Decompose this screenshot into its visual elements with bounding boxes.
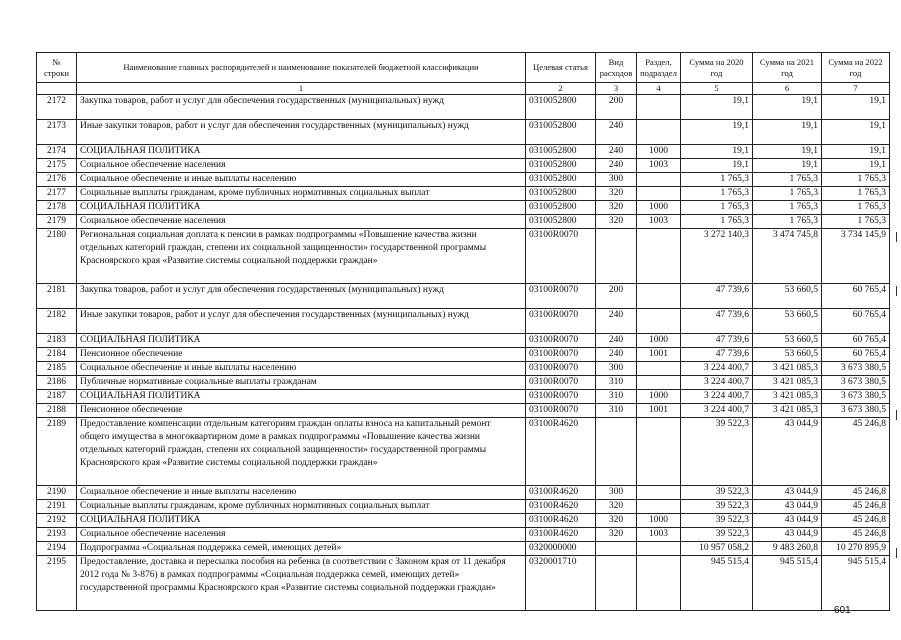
row-target-article: 03100R4620 [526,514,596,528]
table-row [37,348,890,362]
row-sum-2021: 1 765,3 [753,201,822,215]
row-sum-2022: 45 246,8 [822,528,890,542]
row-number: 2192 [37,514,77,528]
row-sum-2022: 1 765,3 [822,173,890,187]
row-sum-2020: 3 224 400,7 [681,362,753,376]
row-name: Социальное обеспечение и иные выплаты населению [77,173,526,187]
row-expense-type: 240 [596,159,637,173]
row-expense-type: 320 [596,514,637,528]
row-number: 2186 [37,376,77,390]
row-number: 2184 [37,348,77,362]
row-number: 2193 [37,528,77,542]
row-sum-2021: 53 660,5 [753,284,822,309]
row-number: 2187 [37,390,77,404]
row-sum-2020: 39 522,3 [681,528,753,542]
column-number: 2 [526,83,596,95]
row-target-article: 03100R0070 [526,309,596,334]
row-expense-type: 320 [596,215,637,229]
row-sum-2020: 39 522,3 [681,514,753,528]
row-target-article: 0320001710 [526,556,596,611]
table-row [37,95,890,120]
row-section: 1003 [637,528,681,542]
column-number: 7 [822,83,890,95]
row-name: СОЦИАЛЬНАЯ ПОЛИТИКА [77,334,526,348]
table-row [37,556,890,611]
row-sum-2022: 45 246,8 [822,514,890,528]
row-target-article: 0310052800 [526,159,596,173]
row-section: 1001 [637,348,681,362]
row-section [637,187,681,201]
row-number: 2177 [37,187,77,201]
row-target-article: 0310052800 [526,187,596,201]
column-number: 3 [596,83,637,95]
table-row [37,159,890,173]
row-sum-2021: 19,1 [753,159,822,173]
row-sum-2021: 43 044,9 [753,500,822,514]
row-expense-type: 320 [596,201,637,215]
row-number: 2181 [37,284,77,309]
table-row [37,334,890,348]
margin-mark [896,232,897,242]
row-target-article: 03100R0070 [526,229,596,284]
row-sum-2020: 3 272 140,3 [681,229,753,284]
row-name: Социальное обеспечение населения [77,528,526,542]
row-target-article: 03100R0070 [526,404,596,418]
row-sum-2022: 19,1 [822,120,890,145]
row-sum-2020: 1 765,3 [681,187,753,201]
row-number: 2179 [37,215,77,229]
header-sum-2021: Сумма на 2021 год [753,53,822,83]
row-sum-2020: 1 765,3 [681,173,753,187]
row-name: Иные закупки товаров, работ и услуг для обеспечения государственных (муниципальных) нужд [77,309,526,334]
row-name: СОЦИАЛЬНАЯ ПОЛИТИКА [77,201,526,215]
row-section [637,120,681,145]
row-number: 2176 [37,173,77,187]
row-sum-2021: 3 474 745,8 [753,229,822,284]
margin-mark [896,286,897,296]
row-name: Предоставление, доставка и пересылка пособия на ребенка (в соответствии с Законом края от 11 декабря 2012 года № 3-876) в рамках подпрограммы «Социальная поддержка семей, имеющих детей» государственной программы Красноярского края «Развитие системы социальной поддержки граждан» [77,556,526,611]
row-sum-2021: 945 515,4 [753,556,822,611]
row-sum-2021: 53 660,5 [753,348,822,362]
row-sum-2022: 945 515,4 [822,556,890,611]
row-sum-2020: 19,1 [681,159,753,173]
table-row [37,215,890,229]
row-section [637,95,681,120]
row-name: Закупка товаров, работ и услуг для обеспечения государственных (муниципальных) нужд [77,95,526,120]
row-target-article: 0310052800 [526,201,596,215]
row-sum-2021: 1 765,3 [753,215,822,229]
row-number: 2175 [37,159,77,173]
row-sum-2022: 3 734 145,9 [822,229,890,284]
row-sum-2021: 19,1 [753,120,822,145]
column-number: 6 [753,83,822,95]
row-sum-2020: 47 739,6 [681,348,753,362]
row-name: Социальное обеспечение населения [77,215,526,229]
row-sum-2022: 3 673 380,5 [822,390,890,404]
column-number: 1 [77,83,526,95]
row-target-article: 0310052800 [526,215,596,229]
table-row [37,173,890,187]
row-section: 1003 [637,159,681,173]
row-sum-2020: 19,1 [681,120,753,145]
row-name: Публичные нормативные социальные выплаты гражданам [77,376,526,390]
table-row [37,500,890,514]
row-number: 2178 [37,201,77,215]
row-number: 2174 [37,145,77,159]
row-section [637,418,681,486]
column-number-row [37,83,890,95]
row-target-article: 03100R4620 [526,528,596,542]
row-expense-type: 300 [596,486,637,500]
row-sum-2022: 60 765,4 [822,334,890,348]
row-expense-type: 200 [596,95,637,120]
row-name: Иные закупки товаров, работ и услуг для обеспечения государственных (муниципальных) нужд [77,120,526,145]
row-number: 2194 [37,542,77,556]
header-row [37,53,890,83]
row-sum-2022: 3 673 380,5 [822,376,890,390]
table-row [37,528,890,542]
row-sum-2020: 39 522,3 [681,486,753,500]
row-name: Социальные выплаты гражданам, кроме публичных нормативных социальных выплат [77,187,526,201]
row-name: Региональная социальная доплата к пенсии в рамках подпрограммы «Повышение качества жизни отдельных категорий граждан, степени их социальной защищенности» государственной программы Красноярского края «Развитие системы социальной поддержки граждан» [77,229,526,284]
row-name: Социальное обеспечение населения [77,159,526,173]
row-expense-type: 310 [596,404,637,418]
row-section [637,309,681,334]
row-section: 1000 [637,334,681,348]
header-section: Раздел, подраздел [637,53,681,83]
row-sum-2021: 19,1 [753,95,822,120]
row-number: 2195 [37,556,77,611]
row-section [637,376,681,390]
table-row [37,418,890,486]
row-sum-2021: 43 044,9 [753,528,822,542]
row-sum-2020: 47 739,6 [681,334,753,348]
row-sum-2022: 19,1 [822,145,890,159]
table-row [37,284,890,309]
table-row [37,514,890,528]
row-sum-2020: 19,1 [681,95,753,120]
row-sum-2020: 39 522,3 [681,418,753,486]
row-number: 2189 [37,418,77,486]
row-target-article: 03100R0070 [526,390,596,404]
row-expense-type: 240 [596,348,637,362]
row-target-article: 03100R4620 [526,418,596,486]
row-target-article: 03100R0070 [526,362,596,376]
row-sum-2021: 53 660,5 [753,334,822,348]
row-sum-2022: 45 246,8 [822,418,890,486]
row-target-article: 03100R4620 [526,486,596,500]
row-sum-2020: 10 957 058,2 [681,542,753,556]
row-sum-2022: 60 765,4 [822,309,890,334]
row-sum-2021: 3 421 085,3 [753,390,822,404]
column-number: 4 [637,83,681,95]
row-expense-type: 240 [596,309,637,334]
row-section: 1000 [637,390,681,404]
row-sum-2020: 39 522,3 [681,500,753,514]
table-row [37,362,890,376]
row-number: 2190 [37,486,77,500]
header-target-article: Целевая статья [526,53,596,83]
row-target-article: 03100R0070 [526,284,596,309]
row-sum-2021: 1 765,3 [753,187,822,201]
table-row [37,404,890,418]
row-target-article: 0310052800 [526,120,596,145]
row-target-article: 0320000000 [526,542,596,556]
row-section [637,284,681,309]
row-expense-type: 320 [596,500,637,514]
row-sum-2021: 43 044,9 [753,418,822,486]
table-row [37,390,890,404]
row-number: 2185 [37,362,77,376]
row-sum-2022: 60 765,4 [822,284,890,309]
table-row [37,201,890,215]
table-row [37,486,890,500]
row-sum-2020: 3 224 400,7 [681,404,753,418]
row-section: 1000 [637,514,681,528]
row-expense-type: 320 [596,528,637,542]
table-row [37,309,890,334]
row-sum-2021: 3 421 085,3 [753,404,822,418]
column-number: 5 [681,83,753,95]
row-name: Предоставление компенсации отдельным категориям граждан оплаты взноса на капитальный ремонт общего имущества в многоквартирном доме в рамках подпрограммы «Повышение качества жизни отдельных категорий граждан, степени их социальной защищенности» государственной программы Красноярского края «Развитие системы социальной поддержки граждан» [77,418,526,486]
header-sum-2020: Сумма на 2020 год [681,53,753,83]
row-sum-2022: 45 246,8 [822,486,890,500]
row-sum-2022: 1 765,3 [822,215,890,229]
row-section [637,542,681,556]
row-sum-2022: 1 765,3 [822,187,890,201]
row-section [637,362,681,376]
row-target-article: 03100R4620 [526,500,596,514]
row-name: Социальное обеспечение и иные выплаты населению [77,486,526,500]
row-sum-2022: 3 673 380,5 [822,404,890,418]
row-expense-type [596,556,637,611]
row-number: 2182 [37,309,77,334]
row-target-article: 0310052800 [526,173,596,187]
table-row [37,145,890,159]
row-name: СОЦИАЛЬНАЯ ПОЛИТИКА [77,145,526,159]
header-row-number: № строки [37,53,77,83]
header-name: Наименование главных распорядителей и наименование показателей бюджетной классификации [77,53,526,83]
row-sum-2021: 9 483 260,8 [753,542,822,556]
row-sum-2022: 19,1 [822,95,890,120]
row-sum-2020: 945 515,4 [681,556,753,611]
row-expense-type [596,418,637,486]
row-expense-type: 240 [596,334,637,348]
row-sum-2021: 3 421 085,3 [753,362,822,376]
row-name: Пенсионное обеспечение [77,348,526,362]
row-section [637,229,681,284]
row-name: Закупка товаров, работ и услуг для обеспечения государственных (муниципальных) нужд [77,284,526,309]
row-sum-2020: 47 739,6 [681,309,753,334]
margin-mark [896,410,897,420]
row-target-article: 03100R0070 [526,348,596,362]
row-sum-2021: 1 765,3 [753,173,822,187]
row-name: Пенсионное обеспечение [77,404,526,418]
row-number: 2180 [37,229,77,284]
row-sum-2022: 3 673 380,5 [822,362,890,376]
row-name: Подпрограмма «Социальная поддержка семей, имеющих детей» [77,542,526,556]
row-sum-2021: 43 044,9 [753,514,822,528]
row-number: 2172 [37,95,77,120]
row-expense-type: 240 [596,120,637,145]
row-sum-2022: 1 765,3 [822,201,890,215]
table-row [37,229,890,284]
row-name: Социальное обеспечение и иные выплаты населению [77,362,526,376]
page-number: 601 [834,605,851,616]
row-target-article: 0310052800 [526,145,596,159]
table-row [37,542,890,556]
row-sum-2021: 53 660,5 [753,309,822,334]
row-expense-type: 240 [596,145,637,159]
column-number [37,83,77,95]
row-sum-2020: 47 739,6 [681,284,753,309]
table-row [37,120,890,145]
row-name: СОЦИАЛЬНАЯ ПОЛИТИКА [77,390,526,404]
row-expense-type: 300 [596,362,637,376]
row-number: 2191 [37,500,77,514]
row-section [637,486,681,500]
row-sum-2020: 3 224 400,7 [681,376,753,390]
row-target-article: 03100R0070 [526,376,596,390]
row-sum-2020: 3 224 400,7 [681,390,753,404]
row-sum-2020: 1 765,3 [681,201,753,215]
row-expense-type [596,229,637,284]
row-section: 1000 [637,145,681,159]
row-sum-2022: 19,1 [822,159,890,173]
row-number: 2173 [37,120,77,145]
row-sum-2021: 3 421 085,3 [753,376,822,390]
row-sum-2022: 45 246,8 [822,500,890,514]
row-section: 1001 [637,404,681,418]
table-row [37,187,890,201]
row-sum-2021: 43 044,9 [753,486,822,500]
row-target-article: 03100R0070 [526,334,596,348]
table-row [37,376,890,390]
row-section [637,500,681,514]
budget-table [36,52,890,611]
row-section: 1000 [637,201,681,215]
row-section: 1003 [637,215,681,229]
margin-mark [896,548,897,558]
row-expense-type [596,542,637,556]
row-sum-2022: 10 270 895,9 [822,542,890,556]
row-expense-type: 320 [596,187,637,201]
row-section [637,556,681,611]
row-expense-type: 200 [596,284,637,309]
row-name: СОЦИАЛЬНАЯ ПОЛИТИКА [77,514,526,528]
row-number: 2188 [37,404,77,418]
row-sum-2021: 19,1 [753,145,822,159]
row-target-article: 0310052800 [526,95,596,120]
row-sum-2022: 60 765,4 [822,348,890,362]
row-number: 2183 [37,334,77,348]
row-expense-type: 310 [596,376,637,390]
header-sum-2022: Сумма на 2022 год [822,53,890,83]
header-expense-type: Вид расходов [596,53,637,83]
row-section [637,173,681,187]
row-name: Социальные выплаты гражданам, кроме публичных нормативных социальных выплат [77,500,526,514]
row-expense-type: 300 [596,173,637,187]
row-sum-2020: 19,1 [681,145,753,159]
row-sum-2020: 1 765,3 [681,215,753,229]
row-expense-type: 310 [596,390,637,404]
